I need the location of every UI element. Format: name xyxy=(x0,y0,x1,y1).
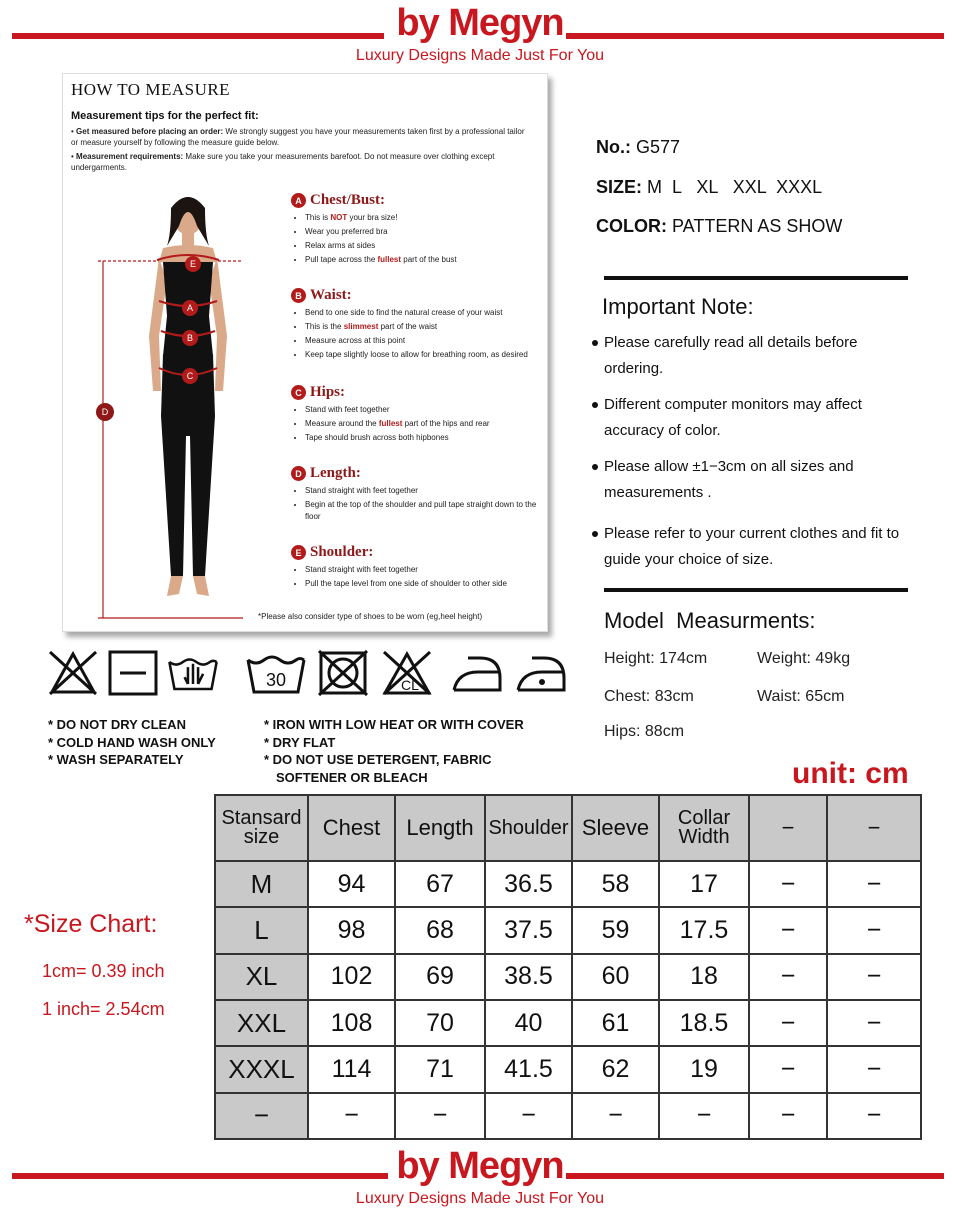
table-cell: 67 xyxy=(395,861,485,907)
header-cell: − xyxy=(749,795,827,861)
waist-list xyxy=(291,307,541,361)
tip-1-label: Get measured before placing an order: xyxy=(76,127,224,136)
tip-2-text: Make sure you take your measurements barefoot. Do not measure over clothing except undergarments. xyxy=(71,152,495,172)
table-cell: 71 xyxy=(395,1046,485,1092)
table-cell: 108 xyxy=(308,1000,395,1046)
chest-badge: A xyxy=(291,193,306,208)
hips-section xyxy=(291,384,541,446)
length-item: • Begin at the top of the shoulder and pull tape straight down to the floor xyxy=(305,499,541,523)
table-cell: − xyxy=(827,861,921,907)
top-brand xyxy=(0,2,960,65)
bullet-icon xyxy=(592,402,598,408)
table-cell: − xyxy=(308,1093,395,1139)
product-color xyxy=(596,216,842,237)
header-cell: Chest xyxy=(308,795,395,861)
no-bleach-icon xyxy=(380,648,434,698)
hips-item: • Tape should brush across both hipbones xyxy=(305,432,541,444)
waist-item-a: This is the xyxy=(305,322,344,331)
hand xyxy=(185,664,204,684)
length-title-text: Length: xyxy=(310,465,361,481)
conversion-inch: 1 inch= 2.54cm xyxy=(42,999,165,1019)
length-title xyxy=(291,465,541,482)
badge-d-text: D xyxy=(101,407,109,417)
badge-c-text: C xyxy=(186,371,194,381)
size-chart-label: *Size Chart: xyxy=(24,910,158,938)
bullet-icon xyxy=(592,464,598,470)
table-cell: − xyxy=(749,1000,827,1046)
brand-name: by Megyn xyxy=(396,1145,564,1187)
important-note-2 xyxy=(592,392,922,444)
feet xyxy=(167,576,209,596)
how-to-measure-panel xyxy=(62,73,548,632)
table-cell: 18.5 xyxy=(659,1000,749,1046)
model-measurements-title: Model Measurments: xyxy=(604,608,816,633)
hips-item: • Stand with feet together xyxy=(305,404,541,416)
waist-badge: B xyxy=(291,288,306,303)
waist-item: • Bend to one side to find the natural crease of your waist xyxy=(305,307,541,319)
size-cell: M xyxy=(215,861,308,907)
model-figure-illustration xyxy=(93,186,263,626)
brand-name: by Megyn xyxy=(396,2,564,44)
care-item: * WASH SEPARATELY xyxy=(48,752,184,767)
iron-icon xyxy=(450,648,504,698)
chest-title-text: Chest/Bust: xyxy=(310,192,386,208)
size-cell: XXL xyxy=(215,1000,308,1046)
wash-30-icon xyxy=(244,648,308,698)
chest-title xyxy=(291,192,541,209)
size-cell: XL xyxy=(215,954,308,1000)
care-item: * DRY FLAT xyxy=(264,734,336,750)
care-list-left xyxy=(48,716,216,769)
chest-list xyxy=(291,212,541,266)
chest-item-c: Pull tape across the xyxy=(305,255,378,264)
product-size-label: SIZE: xyxy=(596,177,643,197)
length-item: • Stand straight with feet together xyxy=(305,485,541,497)
table-cell: − xyxy=(572,1093,659,1139)
length-list xyxy=(291,485,541,523)
waist-title-text: Waist: xyxy=(310,287,352,303)
brand-tagline: Luxury Designs Made Just For You xyxy=(355,1190,605,1207)
table-row xyxy=(215,861,921,907)
hips-item xyxy=(305,418,541,430)
table-cell: 41.5 xyxy=(485,1046,572,1092)
care-list-right xyxy=(264,716,524,786)
waist-item-b: part of the waist xyxy=(378,322,438,331)
table-cell: 70 xyxy=(395,1000,485,1046)
chest-item-a: This is xyxy=(305,213,331,222)
care-item: SOFTENER OR BLEACH xyxy=(276,769,428,785)
unit-label: unit: cm xyxy=(792,757,909,790)
table-cell: 61 xyxy=(572,1000,659,1046)
table-row xyxy=(215,1000,921,1046)
tip-1: • Get measured before placing an order: We strongly suggest you have your measurements taken first by a professional tailor or measure yourself by following the measure guide below. xyxy=(71,127,525,147)
model-weight: Weight: 49kg xyxy=(757,650,851,667)
product-number xyxy=(596,137,680,158)
shoulder-title-text: Shoulder: xyxy=(310,544,374,560)
table-row xyxy=(215,1093,921,1139)
care-item: * DO NOT USE DETERGENT, FABRIC xyxy=(264,752,492,767)
table-cell: − xyxy=(485,1093,572,1139)
badge-e-text: E xyxy=(189,259,197,269)
chest-item xyxy=(305,212,541,224)
care-item: * DO NOT DRY CLEAN xyxy=(48,717,186,732)
model-waist: Waist: 65cm xyxy=(757,688,845,705)
measure-title: HOW TO MEASURE xyxy=(71,80,231,99)
shoulder-badge: E xyxy=(291,545,306,560)
table-cell: − xyxy=(827,954,921,1000)
important-note-title: Important Note: xyxy=(602,294,754,319)
chest-item-hl: NOT xyxy=(330,213,348,222)
leggings xyxy=(161,354,215,576)
table-cell: − xyxy=(749,1046,827,1092)
table-cell: 69 xyxy=(395,954,485,1000)
header-cell: Stansard size xyxy=(215,795,308,861)
important-note-4 xyxy=(592,521,922,573)
table-cell: 68 xyxy=(395,907,485,953)
note-text: Different computer monitors may affect accuracy of color. xyxy=(604,396,862,439)
product-number-label: No.: xyxy=(596,137,631,157)
product-number-value: G577 xyxy=(636,137,681,157)
chest-section xyxy=(291,192,541,268)
table-cell: 59 xyxy=(572,907,659,953)
product-size-value: M L XL XXL XXXL xyxy=(647,177,823,197)
table-row xyxy=(215,1046,921,1092)
bullet-icon xyxy=(592,531,598,537)
no-tumble-dry-icon xyxy=(316,648,370,698)
header-cell: Shoulder xyxy=(485,795,572,861)
table-cell: 102 xyxy=(308,954,395,1000)
bullet-icon xyxy=(592,340,598,346)
length-section xyxy=(291,465,541,525)
care-item: * IRON WITH LOW HEAT OR WITH COVER xyxy=(264,717,524,732)
size-chart-table xyxy=(214,794,922,1140)
iron-shape xyxy=(518,658,564,690)
important-note-1 xyxy=(592,330,922,382)
waist-item xyxy=(305,321,541,333)
table-cell: − xyxy=(749,954,827,1000)
table-cell: − xyxy=(827,1000,921,1046)
table-row xyxy=(215,954,921,1000)
table-cell: − xyxy=(659,1093,749,1139)
chest-item-hl2: fullest xyxy=(377,255,402,264)
table-cell: 17.5 xyxy=(659,907,749,953)
important-note-3 xyxy=(592,454,922,506)
table-cell: 19 xyxy=(659,1046,749,1092)
conversion-cm: 1cm= 0.39 inch xyxy=(42,961,165,981)
note-text: Please refer to your current clothes and fit to guide your choice of size. xyxy=(604,525,900,568)
brand-tagline: Luxury Designs Made Just For You xyxy=(355,47,605,64)
model-chest: Chest: 83cm xyxy=(604,688,694,705)
care-item: * COLD HAND WASH ONLY xyxy=(48,734,216,750)
header-cell: − xyxy=(827,795,921,861)
table-cell: − xyxy=(749,1093,827,1139)
table-cell: − xyxy=(827,1046,921,1092)
table-header-row xyxy=(215,795,921,861)
shoulder-title xyxy=(291,544,541,561)
size-cell: − xyxy=(215,1093,308,1139)
no-dry-clean-icon xyxy=(46,648,100,698)
table-row xyxy=(215,907,921,953)
iron-shape xyxy=(454,658,500,690)
table-cell: − xyxy=(395,1093,485,1139)
divider-2 xyxy=(604,588,908,592)
table-cell: 37.5 xyxy=(485,907,572,953)
model-height: Height: 174cm xyxy=(604,650,708,667)
tips-title: Measurement tips for the perfect fit: xyxy=(71,110,259,122)
product-size xyxy=(596,177,822,198)
hips-item-a: Measure around the xyxy=(305,419,379,428)
size-cell: XXXL xyxy=(215,1046,308,1092)
table-cell: 40 xyxy=(485,1000,572,1046)
model-hips: Hips: 88cm xyxy=(604,723,685,740)
table-cell: 98 xyxy=(308,907,395,953)
chest-item-b: your bra size! xyxy=(347,213,398,222)
chest-item-d: part of the bust xyxy=(401,255,457,264)
table-cell: − xyxy=(749,861,827,907)
bottom-brand xyxy=(0,1145,960,1208)
tip-2: • Measurement requirements: Make sure you take your measurements barefoot. Do not measure over clothing except undergarments. xyxy=(71,152,495,172)
length-badge: D xyxy=(291,466,306,481)
badge-b-text: B xyxy=(186,333,194,343)
badge-a-text: A xyxy=(186,303,194,313)
tip-1-text: We strongly suggest you have your measurements taken first by a professional tailor or measure yourself by following the measure guide below. xyxy=(71,127,525,147)
hips-item-b: part of the hips and rear xyxy=(402,419,490,428)
product-color-label: COLOR: xyxy=(596,216,667,236)
table-cell: 62 xyxy=(572,1046,659,1092)
table-cell: 94 xyxy=(308,861,395,907)
header-cell: Sleeve xyxy=(572,795,659,861)
hand-wash-icon xyxy=(166,648,220,698)
waist-item: • Keep tape slightly loose to allow for breathing room, as desired xyxy=(305,349,541,361)
chest-item: • Wear you preferred bra xyxy=(305,226,541,238)
header-cell: Collar Width xyxy=(659,795,749,861)
hips-item-hl: fullest xyxy=(378,419,403,428)
waist-title xyxy=(291,287,541,304)
table-cell: − xyxy=(827,907,921,953)
heat-dot xyxy=(539,679,545,685)
note-text: Please carefully read all details before ordering. xyxy=(604,334,858,377)
chest-item xyxy=(305,254,541,266)
tips-list xyxy=(71,126,526,176)
table-cell: 60 xyxy=(572,954,659,1000)
chest-item: • Relax arms at sides xyxy=(305,240,541,252)
shoulder-item: • Stand straight with feet together xyxy=(305,564,541,576)
shoes-note: *Please also consider type of shoes to be worn (eg,heel height) xyxy=(258,612,483,621)
note-text: Please allow ±1−3cm on all sizes and measurements . xyxy=(604,458,854,501)
hips-title-text: Hips: xyxy=(310,384,346,400)
table-cell: 18 xyxy=(659,954,749,1000)
waist-item-hl: slimmest xyxy=(343,322,379,331)
iron-low-heat-icon xyxy=(514,648,568,698)
table-cell: 38.5 xyxy=(485,954,572,1000)
water xyxy=(248,657,304,663)
table-cell: 17 xyxy=(659,861,749,907)
table-cell: 36.5 xyxy=(485,861,572,907)
table-cell: − xyxy=(749,907,827,953)
divider-1 xyxy=(604,276,908,280)
shoulder-item: • Pull the tape level from one side of shoulder to other side xyxy=(305,578,541,590)
table-cell: − xyxy=(827,1093,921,1139)
bleach-mark: CL xyxy=(401,677,419,693)
header-cell: Length xyxy=(395,795,485,861)
tip-2-label: Measurement requirements: xyxy=(76,152,184,161)
size-cell: L xyxy=(215,907,308,953)
waist-item: • Measure across at this point xyxy=(305,335,541,347)
waist-section xyxy=(291,287,541,363)
table-cell: 58 xyxy=(572,861,659,907)
dry-flat-icon xyxy=(106,648,160,698)
product-color-value: PATTERN AS SHOW xyxy=(672,216,843,236)
hips-list xyxy=(291,404,541,444)
hips-badge: C xyxy=(291,385,306,400)
table-cell: 114 xyxy=(308,1046,395,1092)
shoulder-section xyxy=(291,544,541,592)
hips-title xyxy=(291,384,541,401)
shoulder-list xyxy=(291,564,541,590)
wash-temp: 30 xyxy=(265,670,287,690)
neck xyxy=(182,232,194,246)
